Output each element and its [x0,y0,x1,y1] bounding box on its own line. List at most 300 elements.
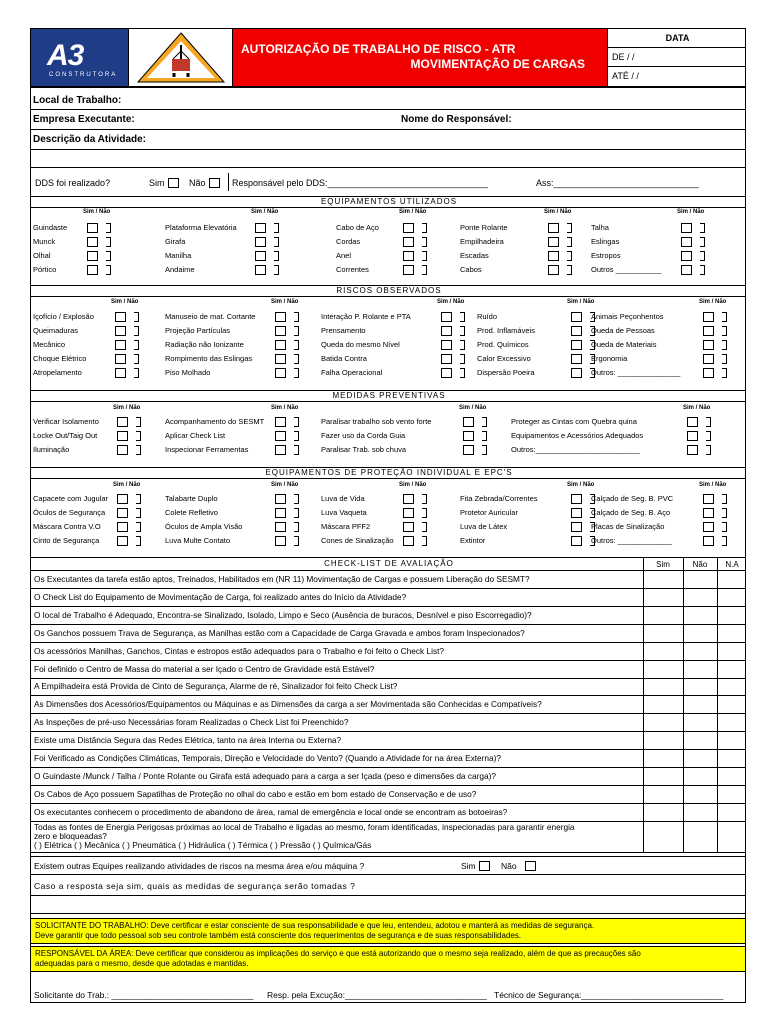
riscos-nao-checkbox[interactable] [294,326,299,336]
equip-nao-checkbox[interactable] [422,223,427,233]
epi-sim-checkbox[interactable] [275,522,286,532]
load-warning-icon [129,29,233,86]
checklist-question: Os Ganchos possuem Trava de Segurança, as Manilhas estão com a Capacidade de Carga Gravada e ambos foram Inspecionados? [31,625,746,643]
checklist-question: Os acessórios Manilhas, Ganchos, Cintas e estropos estão adequados para o Trabalho e foi feito o Check List? [31,643,746,661]
riscos-sim-checkbox[interactable] [571,340,582,350]
medidas-nao-checkbox[interactable] [706,445,711,455]
riscos-sim-checkbox[interactable] [441,326,452,336]
equip-item-label: Ponte Rolante [460,223,508,232]
simnao-header: Sim / Não [437,299,465,305]
riscos-item-label: Outros: _______________ [591,368,681,377]
riscos-sim-checkbox[interactable] [441,368,452,378]
medidas-sim-checkbox[interactable] [687,431,698,441]
riscos-sim-checkbox[interactable] [571,326,582,336]
equip-item-label: Manilha [165,251,192,260]
check-section-title: CHECK-LIST DE AVALIAÇÃO [31,557,746,571]
logo-mark: A3 [47,39,84,72]
medidas-sim-checkbox[interactable] [275,417,286,427]
simnao-header: Sim / Não [459,405,487,411]
riscos-nao-checkbox[interactable] [294,340,299,350]
sig-tecnico[interactable]: Técnico de Segurança:______________________________ [494,990,724,1000]
responsavel-area-line1: RESPONSÁVEL DA ÁREA: Deve certificar que considerou as implicações do serviço e que está autorizando que o mesmo seja realizado, além de que as precauções são [35,949,641,958]
equip-sim-checkbox[interactable] [681,223,692,233]
medidas-sim-checkbox[interactable] [275,431,286,441]
epi-nao-checkbox[interactable] [136,494,141,504]
riscos-sim-checkbox[interactable] [115,340,126,350]
riscos-item-label: Queimaduras [33,326,79,335]
equip-item-label: Pórtico [33,265,57,274]
equip-sim-checkbox[interactable] [255,223,266,233]
epi-item-label: Protetor Auricular [460,508,518,517]
epi-item-label: Cones de Sinalização [321,536,394,545]
responsavel-label: Nome do Responsável: [401,114,512,125]
epi-item-label: Calçado de Seg. B. Aço [591,508,671,517]
equip-item-label: Eslingas [591,237,620,246]
date-to[interactable]: ATÉ / / [612,71,639,81]
epi-item-label: Óculos de Ampla Visão [165,522,243,531]
checklist-question: Os Cabos de Aço possuem Sapatilhas de Proteção no olhal do cabo e estão em bom estado de Conservação e de uso? [31,786,746,804]
epi-sim-checkbox[interactable] [571,536,582,546]
riscos-nao-checkbox[interactable] [460,326,465,336]
epi-sim-checkbox[interactable] [703,508,714,518]
equip-nao-checkbox[interactable] [274,223,279,233]
checklist-question: Existe uma Distância Segura das Redes Elétrica, tanto na área Interna ou Externa? [31,732,746,750]
epi-sim-checkbox[interactable] [275,508,286,518]
equip-sim-checkbox[interactable] [681,237,692,247]
checklist-question: O Guindaste /Munck / Talha / Ponte Rolante ou Girafa está adequado para a carga a ser Içada (peso e dimensões da carga)? [31,768,746,786]
outras-question: Existem outras Equipes realizando atividades de riscos na mesma área e/ou máquina ? [34,861,365,871]
simnao-header: Sim / Não [699,299,727,305]
epi-item-label: Calçado de Seg. B. PVC [591,494,674,503]
medidas-sim-checkbox[interactable] [687,417,698,427]
simnao-header: Sim / Não [683,405,711,411]
riscos-item-label: Queda de Pessoas [591,326,655,335]
riscos-item-label: Batida Contra [321,354,367,363]
company-logo [31,29,129,86]
riscos-item-label: Rompimento das Eslingas [165,354,253,363]
epi-nao-checkbox[interactable] [422,508,427,518]
epi-sim-checkbox[interactable] [571,494,582,504]
riscos-sim-checkbox[interactable] [275,340,286,350]
equip-sim-checkbox[interactable] [548,237,559,247]
checklist-question: Os executantes conhecem o procedimento de abandono de área, ramal de emergência e local onde se encontram as botoeiras? [31,804,746,822]
equip-section-title: EQUIPAMENTOS UTILIZADOS [31,196,746,208]
outras-sim-label: Sim [461,861,476,871]
simnao-header: Sim / Não [677,209,705,215]
riscos-item-label: Animais Peçonhentos [591,312,664,321]
epi-nao-checkbox[interactable] [294,522,299,532]
equip-nao-checkbox[interactable] [422,237,427,247]
epi-item-label: Cinto de Segurança [33,536,100,545]
equip-sim-checkbox[interactable] [87,237,98,247]
equip-nao-checkbox[interactable] [106,265,111,275]
checklist-question: O Check List do Equipamento de Movimentação de Carga, foi realizado antes do Início da Atividade? [31,589,746,607]
equip-nao-checkbox[interactable] [106,237,111,247]
simnao-header: Sim / Não [699,482,727,488]
medidas-nao-checkbox[interactable] [706,431,711,441]
equip-nao-checkbox[interactable] [567,237,572,247]
riscos-nao-checkbox[interactable] [134,326,139,336]
check-col-na: N.A [717,560,746,569]
epi-item-label: Colete Refletivo [165,508,218,517]
equip-sim-checkbox[interactable] [548,223,559,233]
equip-sim-checkbox[interactable] [548,251,559,261]
empresa-label: Empresa Executante: [33,114,135,125]
equip-item-label: Anel [336,251,352,260]
solicitante-box [31,918,746,944]
riscos-nao-checkbox[interactable] [294,368,299,378]
equip-nao-checkbox[interactable] [106,223,111,233]
riscos-sim-checkbox[interactable] [571,312,582,322]
riscos-item-label: Içofício / Explosão [33,312,94,321]
checklist-question: Foi Verificado as Condições Climáticas, Temporais, Direção e Velocidade do Vento? (Quando a Atividade for na área Externa)? [31,750,746,768]
epi-sim-checkbox[interactable] [403,522,414,532]
medidas-nao-checkbox[interactable] [294,445,299,455]
equip-nao-checkbox[interactable] [274,251,279,261]
epi-nao-checkbox[interactable] [422,536,427,546]
equip-nao-checkbox[interactable] [106,251,111,261]
riscos-sim-checkbox[interactable] [703,312,714,322]
simnao-header: Sim / Não [113,482,141,488]
equip-sim-checkbox[interactable] [255,237,266,247]
solicitante-line1: SOLICITANTE DO TRABALHO: Deve certificar e estar consciente de sua responsabilidade e que leu, entendeu, adotou e manterá as medidas de segurança. [35,921,595,930]
riscos-sim-checkbox[interactable] [115,354,126,364]
riscos-sim-checkbox[interactable] [275,354,286,364]
riscos-sim-checkbox[interactable] [441,312,452,322]
riscos-item-label: Ergonomia [591,354,628,363]
check-col-nao: Não [683,560,717,569]
epi-nao-checkbox[interactable] [294,508,299,518]
simnao-header: Sim / Não [544,209,572,215]
equip-nao-checkbox[interactable] [422,265,427,275]
epi-item-label: Máscara Contra V.O [33,522,101,531]
equip-sim-checkbox[interactable] [548,265,559,275]
epi-sim-checkbox[interactable] [703,522,714,532]
equip-sim-checkbox[interactable] [681,251,692,261]
riscos-sim-checkbox[interactable] [703,368,714,378]
riscos-nao-checkbox[interactable] [134,340,139,350]
medidas-item-label: Verificar Isolamento [33,417,99,426]
medidas-nao-checkbox[interactable] [482,431,487,441]
epi-sim-checkbox[interactable] [403,494,414,504]
riscos-item-label: Interação P. Rolante e PTA [321,312,411,321]
medidas-item-label: Proteger as Cintas com Quebra quina [511,417,637,426]
medidas-sim-checkbox[interactable] [463,431,474,441]
epi-nao-checkbox[interactable] [722,508,727,518]
simnao-header: Sim / Não [83,209,111,215]
riscos-item-label: Prod. Químicos [477,340,529,349]
outras-nao-checkbox[interactable] [525,861,536,871]
epi-nao-checkbox[interactable] [722,536,727,546]
dds-sim-label: Sim [149,178,165,188]
epi-item-label: Fita Zebrada/Correntes [460,494,538,503]
equip-sim-checkbox[interactable] [255,265,266,275]
simnao-header: Sim / Não [567,482,595,488]
equip-nao-checkbox[interactable] [274,265,279,275]
simnao-header: Sim / Não [111,299,139,305]
date-box [608,29,746,86]
riscos-nao-checkbox[interactable] [722,354,727,364]
equip-item-label: Cabo de Aço [336,223,379,232]
riscos-nao-checkbox[interactable] [722,326,727,336]
equip-nao-checkbox[interactable] [422,251,427,261]
atr-form [30,28,746,1003]
equip-item-label: Girafa [165,237,186,246]
equip-nao-checkbox[interactable] [567,251,572,261]
dds-responsavel[interactable]: Responsável pelo DDS:________________________________ [232,178,488,188]
epi-nao-checkbox[interactable] [422,522,427,532]
equip-sim-checkbox[interactable] [403,265,414,275]
epi-item-label: Placas de Sinalização [591,522,665,531]
check-col-sim: Sim [643,560,683,569]
equip-item-label: Empilhadeira [460,237,504,246]
equip-sim-checkbox[interactable] [403,223,414,233]
equip-sim-checkbox[interactable] [255,251,266,261]
riscos-item-label: Dispersão Poeira [477,368,535,377]
riscos-sim-checkbox[interactable] [275,312,286,322]
riscos-item-label: Radiação não Ionizante [165,340,244,349]
epi-nao-checkbox[interactable] [136,536,141,546]
equip-nao-checkbox[interactable] [700,265,705,275]
riscos-item-label: Calor Excessivo [477,354,531,363]
epi-sim-checkbox[interactable] [403,508,414,518]
epi-sim-checkbox[interactable] [571,508,582,518]
riscos-item-label: Choque Elétrico [33,354,87,363]
equip-nao-checkbox[interactable] [567,265,572,275]
form-title-line2: MOVIMENTAÇÃO DE CARGAS [410,57,585,71]
equip-nao-checkbox[interactable] [274,237,279,247]
epi-item-label: Outros: _____________ [591,536,672,545]
equip-item-label: Estropos [591,251,621,260]
epi-item-label: Luva Multe Contato [165,536,231,545]
medidas-nao-checkbox[interactable] [136,445,141,455]
riscos-sim-checkbox[interactable] [703,340,714,350]
riscos-sim-checkbox[interactable] [703,326,714,336]
equip-item-label: Andaime [165,265,195,274]
simnao-header: Sim / Não [113,405,141,411]
epi-nao-checkbox[interactable] [136,522,141,532]
riscos-nao-checkbox[interactable] [134,368,139,378]
epi-section-title: EQUIPAMENTOS DE PROTEÇÃO INDIVIDUAL E EPC'S [31,467,746,479]
riscos-item-label: Prensamento [321,326,366,335]
riscos-sim-checkbox[interactable] [275,326,286,336]
epi-item-label: Óculos de Segurança [33,508,106,517]
riscos-nao-checkbox[interactable] [460,368,465,378]
epi-item-label: Capacete com Jugular [33,494,109,503]
medidas-nao-checkbox[interactable] [706,417,711,427]
dds-nao-label: Não [189,178,206,188]
sig-solicitante[interactable]: Solicitante do Trab.: ______________________________ [34,990,254,1000]
epi-nao-checkbox[interactable] [722,522,727,532]
epi-nao-checkbox[interactable] [294,536,299,546]
riscos-nao-checkbox[interactable] [294,354,299,364]
outras-sim-checkbox[interactable] [479,861,490,871]
riscos-item-label: Falha Operacional [321,368,383,377]
sig-responsavel[interactable]: Resp. pela Excução:______________________________ [267,990,487,1000]
medidas-item-label: Locke Out/Taig Out [33,431,98,440]
riscos-nao-checkbox[interactable] [722,312,727,322]
checklist-question: As Inspeções de pré-uso Necessárias foram Realizadas o Check List foi Preenchido? [31,714,746,732]
riscos-item-label: Manuseio de mat. Cortante [165,312,256,321]
medidas-nao-checkbox[interactable] [482,417,487,427]
checklist-question: O local de Trabalho é Adequado, Encontra-se Sinalizado, Isolado, Limpo e Seco (Ausência de buracos, Desnível e piso Escorregadio)? [31,607,746,625]
equip-sim-checkbox[interactable] [681,265,692,275]
riscos-sim-checkbox[interactable] [115,326,126,336]
checklist-question: A Empilhadeira está Provida de Cinto de Segurança, Alarme de ré, Sinalizador foi feito Check List? [31,678,746,696]
equip-item-label: Cabos [460,265,482,274]
riscos-item-label: Projeção Partículas [165,326,231,335]
outras-caso: Caso a resposta seja sim, quais as medidas de segurança serão tomadas ? [34,881,356,891]
medidas-sim-checkbox[interactable] [463,417,474,427]
riscos-sim-checkbox[interactable] [275,368,286,378]
equip-nao-checkbox[interactable] [700,251,705,261]
epi-sim-checkbox[interactable] [571,522,582,532]
equip-item-label: Plataforma Elevatória [165,223,237,232]
medidas-item-label: Paralisar Trab. sob chuva [321,445,407,454]
riscos-sim-checkbox[interactable] [571,368,582,378]
epi-sim-checkbox[interactable] [703,494,714,504]
epi-sim-checkbox[interactable] [117,508,128,518]
medidas-item-label: Paralisar trabalho sob vento forte [321,417,432,426]
date-from[interactable]: DE / / [608,48,746,67]
riscos-item-label: Prod. Inflamáveis [477,326,535,335]
simnao-header: Sim / Não [399,209,427,215]
equip-nao-checkbox[interactable] [567,223,572,233]
medidas-nao-checkbox[interactable] [482,445,487,455]
epi-sim-checkbox[interactable] [275,494,286,504]
riscos-item-label: Atropelamento [33,368,82,377]
equip-sim-checkbox[interactable] [403,237,414,247]
form-header [31,29,746,87]
medidas-item-label: Equipamentos e Acessórios Adequados [511,431,644,440]
riscos-item-label: Piso Molhado [165,368,211,377]
medidas-sim-checkbox[interactable] [463,445,474,455]
equip-sim-checkbox[interactable] [403,251,414,261]
epi-sim-checkbox[interactable] [117,522,128,532]
medidas-sim-checkbox[interactable] [117,417,128,427]
epi-sim-checkbox[interactable] [403,536,414,546]
medidas-sim-checkbox[interactable] [117,445,128,455]
energia-line3[interactable]: ( ) Elétrica ( ) Mecânica ( ) Pneumática ( ) Hidráulica ( ) Térmica ( ) Pressão ( ) Química/Gás [34,840,372,850]
riscos-sim-checkbox[interactable] [115,368,126,378]
epi-nao-checkbox[interactable] [722,494,727,504]
dds-sim-checkbox[interactable] [168,178,179,188]
equip-item-label: Escadas [460,251,489,260]
dds-assinatura[interactable]: Ass:_____________________________ [536,178,699,188]
riscos-nao-checkbox[interactable] [722,368,727,378]
energia-line1: Todas as fontes de Energia Perigosas próximas ao local de Trabalho e ligadas ao mesmo, foram identificadas, inspecionadas para garantir energia [34,822,575,832]
equip-sim-checkbox[interactable] [87,265,98,275]
epi-nao-checkbox[interactable] [422,494,427,504]
riscos-item-label: Queda de Materiais [591,340,657,349]
equip-item-label: Cordas [336,237,361,246]
riscos-item-label: Mecânico [33,340,66,349]
medidas-nao-checkbox[interactable] [136,417,141,427]
epi-sim-checkbox[interactable] [117,536,128,546]
medidas-item-label: Acompanhamento do SESMT [165,417,265,426]
epi-sim-checkbox[interactable] [275,536,286,546]
simnao-header: Sim / Não [399,482,427,488]
medidas-item-label: Aplicar Check List [165,431,226,440]
descricao-label: Descrição da Atividade: [33,134,147,145]
riscos-sim-checkbox[interactable] [703,354,714,364]
equip-nao-checkbox[interactable] [700,223,705,233]
riscos-sim-checkbox[interactable] [571,354,582,364]
epi-sim-checkbox[interactable] [703,536,714,546]
riscos-sim-checkbox[interactable] [441,354,452,364]
equip-nao-checkbox[interactable] [700,237,705,247]
riscos-nao-checkbox[interactable] [460,340,465,350]
medidas-item-label: Outros:_________________________ [511,445,640,454]
medidas-nao-checkbox[interactable] [294,417,299,427]
medidas-item-label: Fazer uso da Corda Guia [321,431,406,440]
equip-item-label: Outros ___________ [591,265,662,274]
date-label: DATA [608,29,746,48]
equip-sim-checkbox[interactable] [87,251,98,261]
outras-nao-label: Não [501,861,517,871]
checklist-question: As Dimensões dos Acessórios/Equipamentos ou Máquinas e as Dimensões da carga a ser Movimentada são Conhecidas e Compatíveis? [31,696,746,714]
epi-sim-checkbox[interactable] [117,494,128,504]
epi-item-label: Luva de Látex [460,522,508,531]
dds-question: DDS foi realizado? [35,178,111,188]
equip-item-label: Olhal [33,251,51,260]
equip-item-label: Guindaste [33,223,68,232]
riscos-nao-checkbox[interactable] [134,354,139,364]
epi-item-label: Extintor [460,536,486,545]
riscos-item-label: Queda do mesmo Nível [321,340,400,349]
equip-sim-checkbox[interactable] [87,223,98,233]
epi-nao-checkbox[interactable] [136,508,141,518]
epi-item-label: Talabarte Duplo [165,494,218,503]
form-title-box [233,29,608,86]
riscos-nao-checkbox[interactable] [294,312,299,322]
riscos-sim-checkbox[interactable] [115,312,126,322]
simnao-header: Sim / Não [251,209,279,215]
medidas-sim-checkbox[interactable] [275,445,286,455]
medidas-nao-checkbox[interactable] [136,431,141,441]
responsavel-area-box [31,946,746,972]
simnao-header: Sim / Não [567,299,595,305]
equip-item-label: Talha [591,223,609,232]
form-title-line1: AUTORIZAÇÃO DE TRABALHO DE RISCO - ATR [241,42,516,56]
medidas-nao-checkbox[interactable] [294,431,299,441]
epi-item-label: Máscara PFF2 [321,522,371,531]
dds-nao-checkbox[interactable] [209,178,220,188]
epi-nao-checkbox[interactable] [294,494,299,504]
riscos-item-label: Ruído [477,312,498,321]
local-label: Local de Trabalho: [33,95,122,106]
medidas-section-title: MEDIDAS PREVENTIVAS [31,390,746,402]
medidas-sim-checkbox[interactable] [117,431,128,441]
riscos-nao-checkbox[interactable] [134,312,139,322]
medidas-item-label: Inspecionar Ferramentas [165,445,249,454]
simnao-header: Sim / Não [271,405,299,411]
medidas-item-label: Iluminação [33,445,70,454]
simnao-header: Sim / Não [271,482,299,488]
riscos-nao-checkbox[interactable] [460,312,465,322]
epi-item-label: Luva Vaqueta [321,508,367,517]
medidas-sim-checkbox[interactable] [687,445,698,455]
riscos-sim-checkbox[interactable] [441,340,452,350]
energia-line2: zero e bloqueadas? [34,831,107,841]
logo-subtitle: CONSTRUTORA [49,72,118,78]
equip-item-label: Correntes [336,265,369,274]
checklist-question: Os Executantes da tarefa estão aptos, Treinados, Habilitados em (NR 11) Movimentação de Cargas e possuem Liberação do SESMT? [31,571,746,589]
solicitante-line2: Deve garantir que todo pessoal sob seu controle também está consciente dos requerimentos de segurança e de suas responsabilidades. [35,931,522,940]
riscos-nao-checkbox[interactable] [460,354,465,364]
riscos-nao-checkbox[interactable] [722,340,727,350]
checklist-question: Foi definido o Centro de Massa do material a ser Içado o Centro de Gravidade está Estável? [31,661,746,679]
